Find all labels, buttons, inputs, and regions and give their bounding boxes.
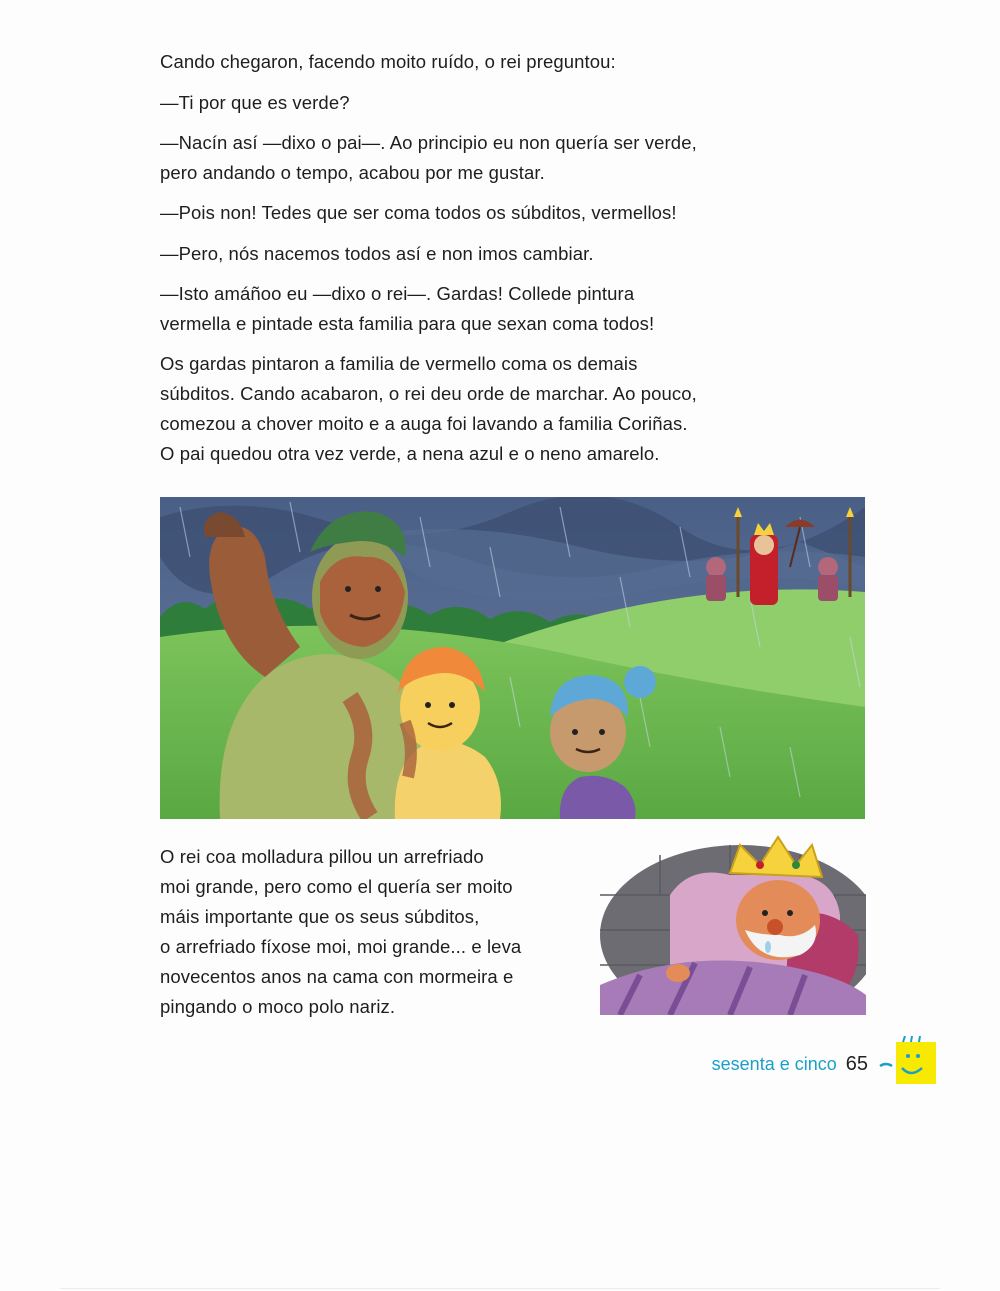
- text-line: —Ti por que es verde?: [160, 92, 350, 113]
- page-number-words: sesenta e cinco: [711, 1054, 837, 1074]
- text-line: O rei coa molladura pillou un arrefriado: [160, 846, 484, 867]
- rain-family-illustration: [160, 497, 865, 819]
- paragraph-3: [160, 128, 697, 188]
- paragraph-4: [160, 198, 677, 228]
- text-line: Os gardas pintaron a familia de vermello coma os demais: [160, 353, 638, 374]
- page-edge-divider: [60, 1288, 940, 1289]
- text-line: súbditos. Cando acabaron, o rei deu orde de marchar. Ao pouco,: [160, 383, 697, 404]
- paragraph-1: [160, 47, 616, 77]
- page-number: 65: [845, 1053, 868, 1075]
- text-line: —Nacín así —dixo o pai—. Ao principio eu non quería ser verde,: [160, 132, 697, 153]
- paragraph-2: [160, 88, 350, 118]
- text-line: —Isto amáñoo eu —dixo o rei—. Gardas! Collede pintura: [160, 283, 635, 304]
- text-line: máis importante que os seus súbditos,: [160, 906, 480, 927]
- text-line: moi grande, pero como el quería ser moito: [160, 876, 513, 897]
- text-line: pingando o moco polo nariz.: [160, 996, 396, 1017]
- page-footer: [712, 1053, 868, 1076]
- text-line: o arrefriado fíxose moi, moi grande... e leva: [160, 936, 522, 957]
- text-line: pero andando o tempo, acabou por me gustar.: [160, 162, 545, 183]
- closing-paragraph: [160, 842, 521, 1022]
- text-line: —Pero, nós nacemos todos así e non imos cambiar.: [160, 243, 594, 264]
- text-line: O pai quedou otra vez verde, a nena azul e o neno amarelo.: [160, 443, 660, 464]
- sick-king-illustration: [600, 835, 866, 1015]
- text-line: comezou a chover moito e a auga foi lavando a familia Coriñas.: [160, 413, 688, 434]
- text-line: —Pois non! Tedes que ser coma todos os súbditos, vermellos!: [160, 202, 677, 223]
- paragraph-7: [160, 349, 697, 469]
- text-line: vermella e pintade esta familia para que sexan coma todos!: [160, 313, 655, 334]
- smiley-face-icon: [878, 1036, 938, 1088]
- text-line: novecentos anos na cama con mormeira e: [160, 966, 514, 987]
- paragraph-5: [160, 239, 594, 269]
- paragraph-6: [160, 279, 654, 339]
- text-line: Cando chegaron, facendo moito ruído, o rei preguntou:: [160, 51, 616, 72]
